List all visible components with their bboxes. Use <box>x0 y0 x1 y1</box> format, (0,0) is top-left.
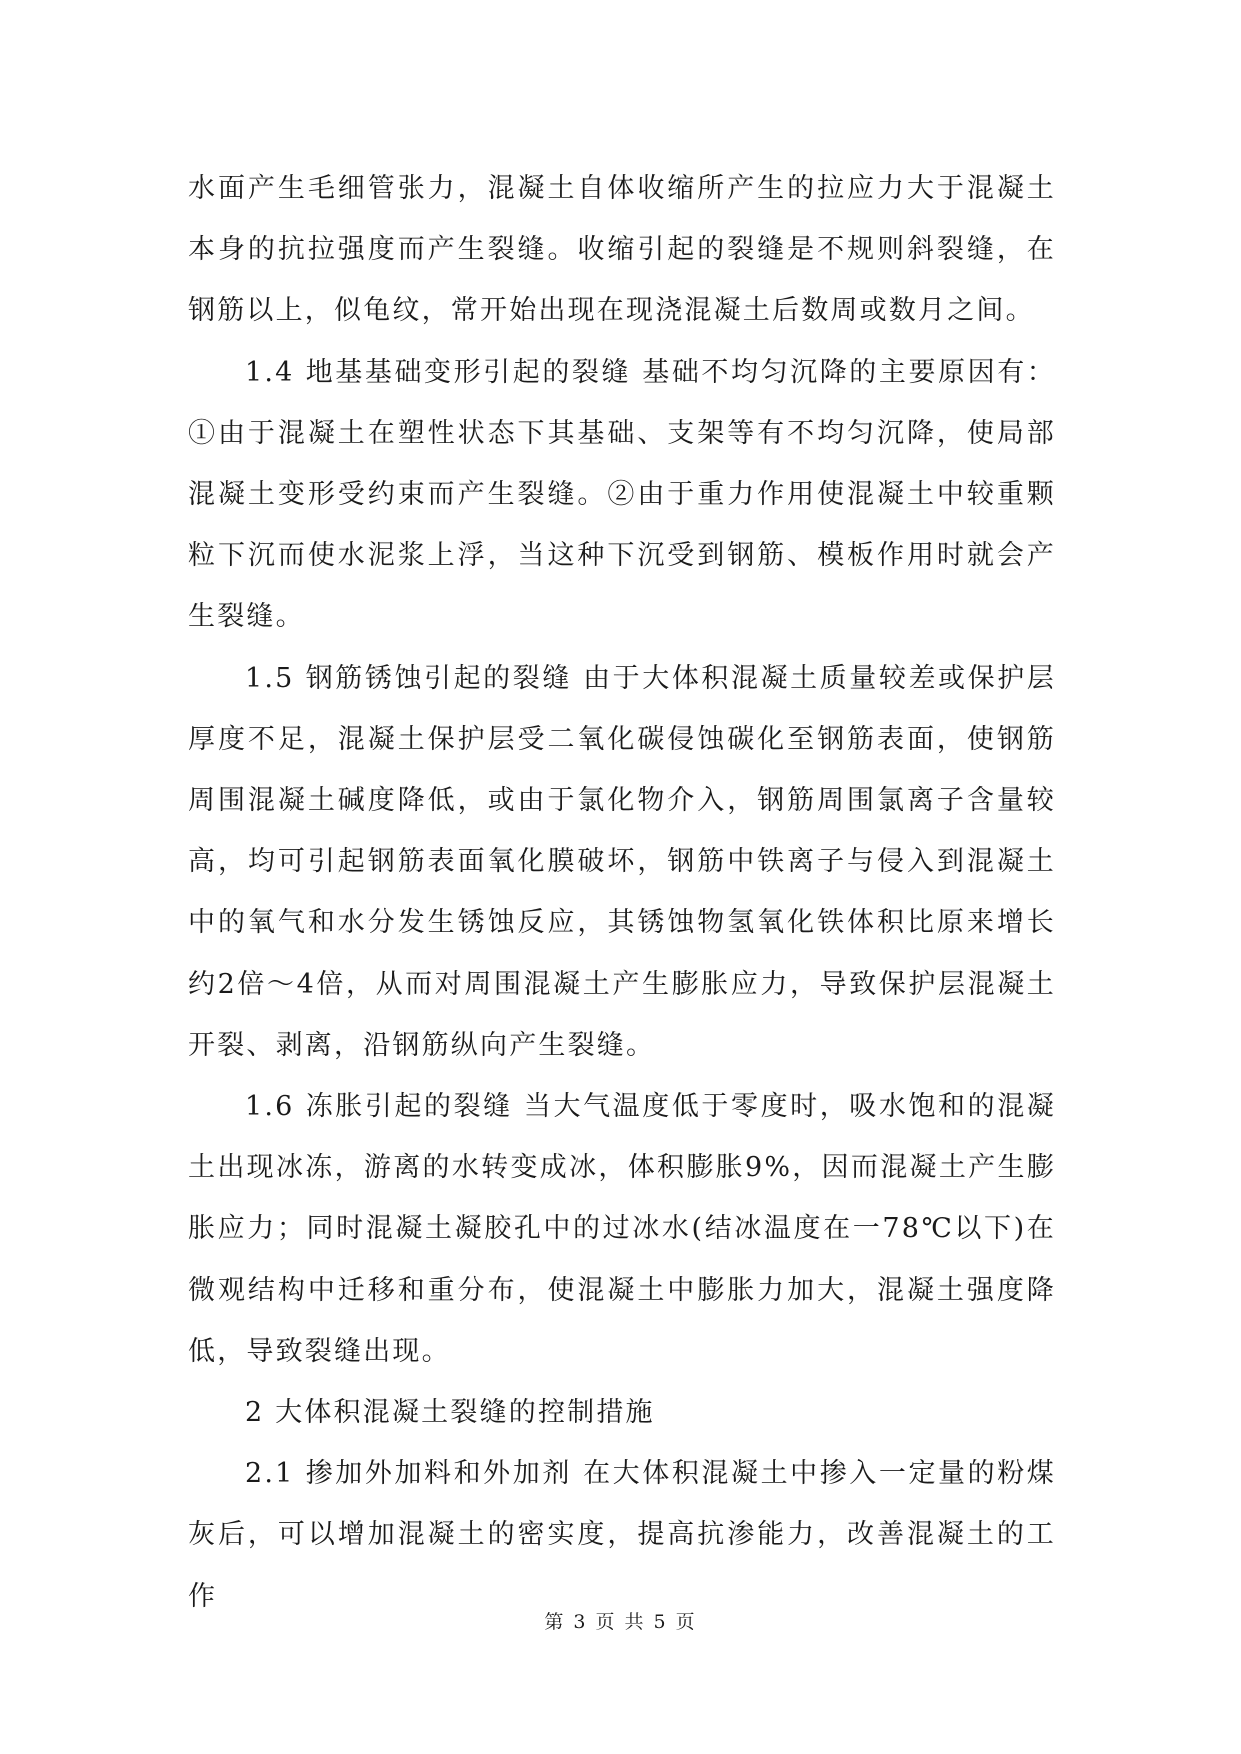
section-heading-control-measures: 2 大体积混凝土裂缝的控制措施 <box>245 1397 655 1429</box>
paragraph-shrinkage-continued: 水面产生毛细管张力，混凝土自体收缩所产生的拉应力大于混凝土本身的抗拉强度而产生裂缝。收缩引起的裂缝是不规则斜裂缝，在钢筋以上，似龟纹，常开始出现在现浇混凝土后数周或数月之间。 <box>188 173 1056 327</box>
paragraph-frost-heave: 1.6 冻胀引起的裂缝 当大气温度低于零度时，吸水饱和的混凝土出现冰冻，游离的水转变成冰，体积膨胀9%，因而混凝土产生膨胀应力；同时混凝土凝胶孔中的过冰水(结冰温度在一78℃以下)在微观结构中迁移和重分布，使混凝土中膨胀力加大，混凝土强度降低，导致裂缝出现。 <box>188 1091 1056 1367</box>
document-body <box>188 158 1056 1627</box>
paragraph-admixtures: 2.1 掺加外加料和外加剂 在大体积混凝土中掺入一定量的粉煤灰后，可以增加混凝土的密实度，提高抗渗能力，改善混凝土的工作 <box>188 1458 1056 1612</box>
page-number-footer: 第 3 页 共 5 页 <box>544 1611 697 1633</box>
paragraph-foundation-deformation: 1.4 地基基础变形引起的裂缝 基础不均匀沉降的主要原因有：①由于混凝土在塑性状态下其基础、支架等有不均匀沉降，使局部混凝土变形受约束而产生裂缝。②由于重力作用使混凝土中较重颗粒下沉而使水泥浆上浮，当这种下沉受到钢筋、模板作用时就会产生裂缝。 <box>188 356 1056 633</box>
paragraph-rebar-corrosion: 1.5 钢筋锈蚀引起的裂缝 由于大体积混凝土质量较差或保护层厚度不足，混凝土保护层受二氧化碳侵蚀碳化至钢筋表面，使钢筋周围混凝土碱度降低，或由于氯化物介入，钢筋周围氯离子含量较高，均可引起钢筋表面氧化膜破坏，钢筋中铁离子与侵入到混凝土中的氧气和水分发生锈蚀反应，其锈蚀物氢氧化铁体积比原来增长约2倍～4倍，从而对周围混凝土产生膨胀应力，导致保护层混凝土开裂、剥离，沿钢筋纵向产生裂缝。 <box>188 662 1056 1061</box>
